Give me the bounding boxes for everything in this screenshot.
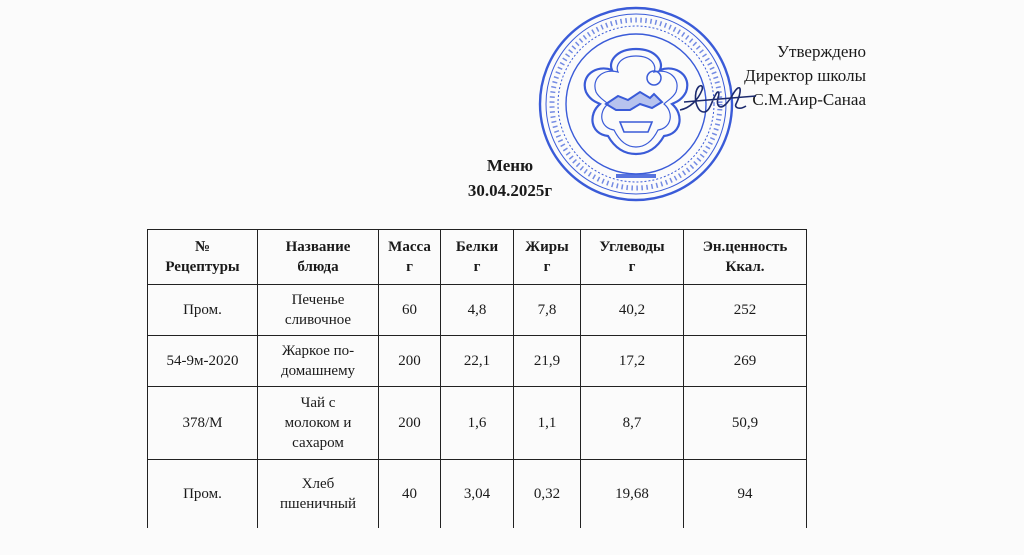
cell-dish-name: Жаркое по- домашнему: [258, 336, 379, 387]
menu-date: 30.04.2025г: [467, 181, 553, 200]
cell-fat: 0,32: [514, 460, 581, 529]
cell-energy: 94: [684, 460, 807, 529]
director-signature: [676, 80, 760, 120]
cell-fat: 21,9: [514, 336, 581, 387]
cell-mass: 200: [379, 387, 441, 460]
cell-energy: 252: [684, 285, 807, 336]
header-protein: Белки г: [441, 230, 514, 285]
cell-fat: 7,8: [514, 285, 581, 336]
menu-title-block: [360, 153, 660, 203]
table-row: [148, 460, 807, 529]
cell-mass: 200: [379, 336, 441, 387]
cell-carbs: 40,2: [581, 285, 684, 336]
approval-block: [744, 40, 866, 112]
header-mass: Масса г: [379, 230, 441, 285]
cell-protein: 22,1: [441, 336, 514, 387]
cell-fat: 1,1: [514, 387, 581, 460]
cell-mass: 60: [379, 285, 441, 336]
cell-carbs: 8,7: [581, 387, 684, 460]
header-dish-name: Название блюда: [258, 230, 379, 285]
header-energy: Эн.ценность Ккал.: [684, 230, 807, 285]
cell-energy: 269: [684, 336, 807, 387]
approval-position: Директор школы: [744, 66, 866, 85]
cell-dish-name: Печенье сливочное: [258, 285, 379, 336]
header-recipe-number: № Рецептуры: [148, 230, 258, 285]
cell-carbs: 17,2: [581, 336, 684, 387]
menu-heading: Меню: [486, 156, 534, 175]
table-row: [148, 285, 807, 336]
cell-energy: 50,9: [684, 387, 807, 460]
cell-recipe: Пром.: [148, 285, 258, 336]
cell-carbs: 19,68: [581, 460, 684, 529]
cell-protein: 3,04: [441, 460, 514, 529]
approval-director-name: С.М.Аир-Санаа: [752, 90, 866, 109]
header-fat: Жиры г: [514, 230, 581, 285]
cell-protein: 4,8: [441, 285, 514, 336]
approval-status: Утверждено: [777, 42, 866, 61]
cell-protein: 1,6: [441, 387, 514, 460]
cell-recipe: 378/М: [148, 387, 258, 460]
table-row: [148, 387, 807, 460]
cell-dish-name: Хлеб пшеничный: [258, 460, 379, 529]
cell-recipe: 54-9м-2020: [148, 336, 258, 387]
menu-table: [147, 229, 807, 528]
cell-recipe: Пром.: [148, 460, 258, 529]
table-header-row: [148, 230, 807, 285]
cell-mass: 40: [379, 460, 441, 529]
table-row: [148, 336, 807, 387]
header-carbs: Углеводы г: [581, 230, 684, 285]
cell-dish-name: Чай с молоком и сахаром: [258, 387, 379, 460]
